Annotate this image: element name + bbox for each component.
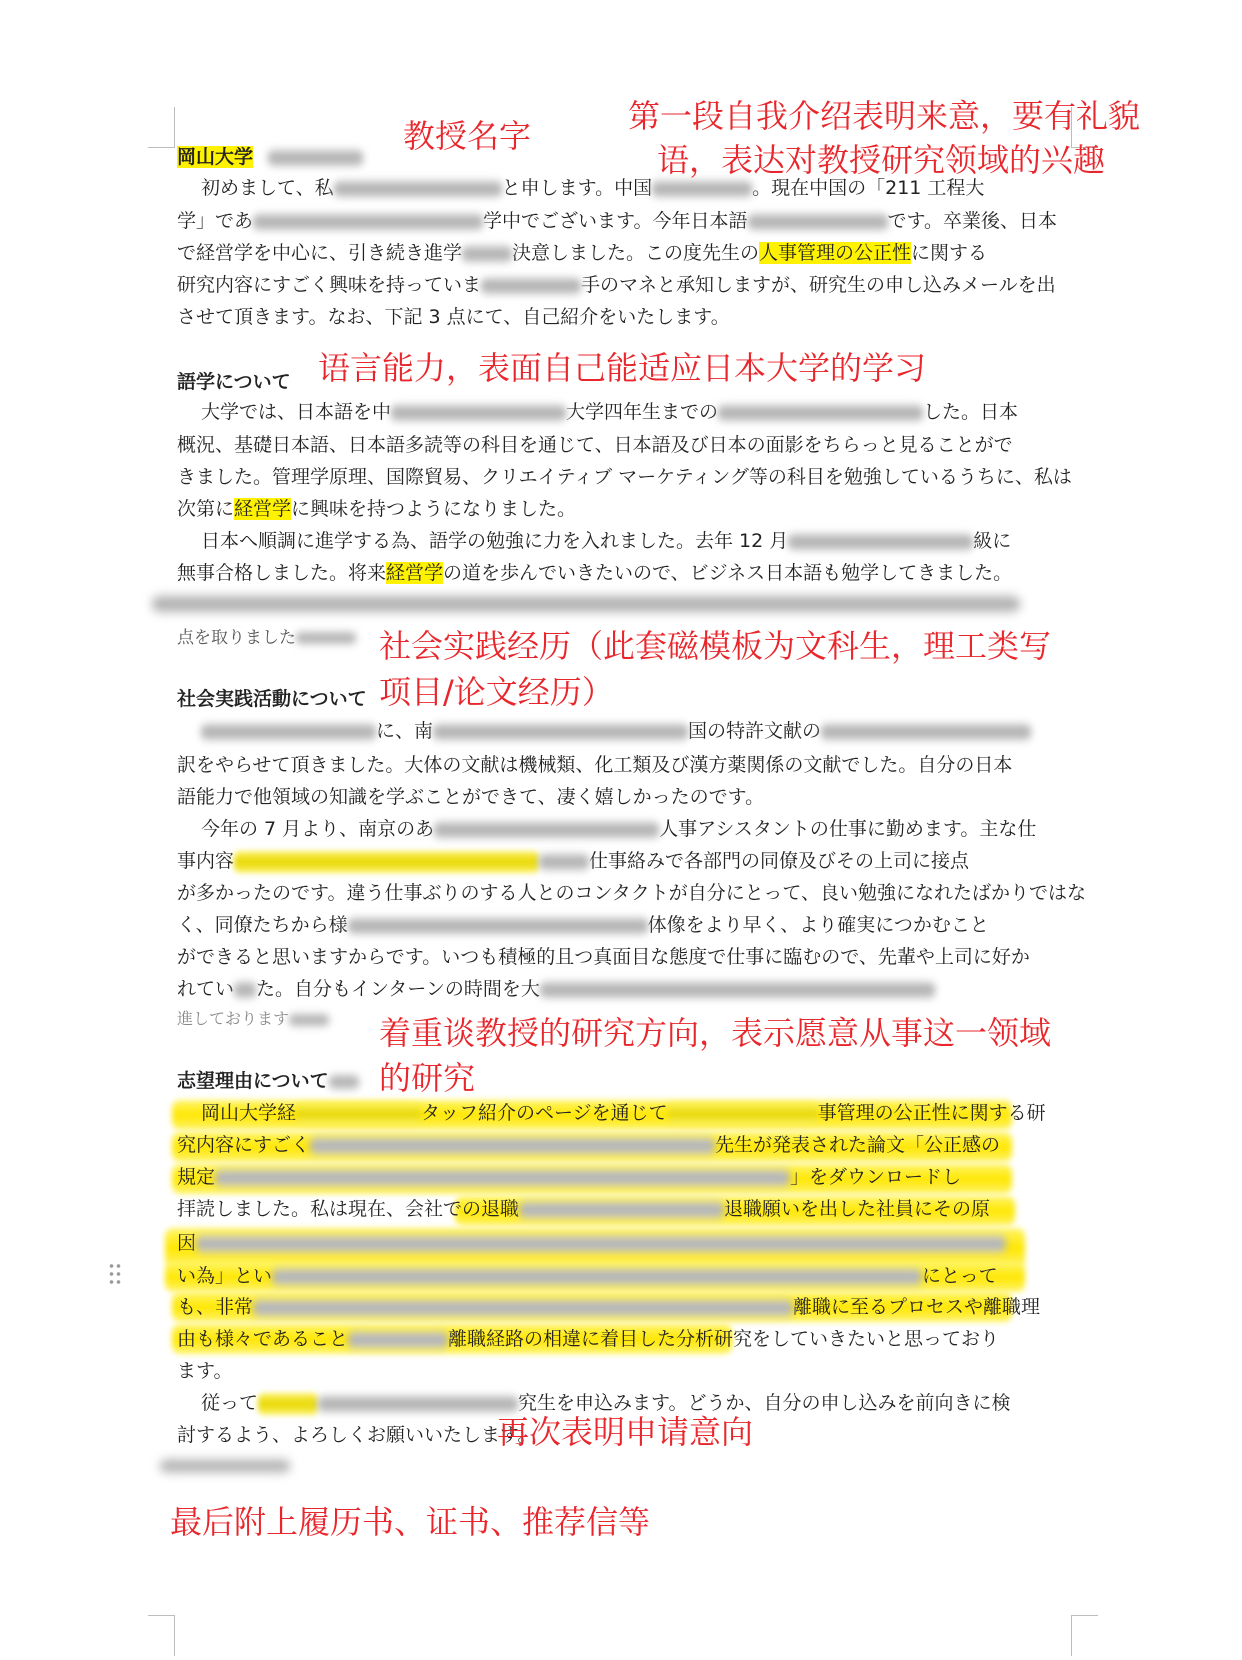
practice-line-2: 訳をやらせて頂きました。大体の文献は機械類、化工類及び漢方薬関係の文献でした。自分の日本 xyxy=(177,754,1013,776)
practice-line-9: れてい た。自分もインターンの時間を大 xyxy=(177,973,935,1005)
redacted-text xyxy=(268,149,363,167)
annotation-practice-line-1: 社会实践经历（此套磁模板为文科生，理工类写 xyxy=(379,627,1052,665)
annotation-intro-line-1: 第一段自我介绍表明来意，要有礼貌 xyxy=(628,97,1141,135)
redacted-text xyxy=(329,1074,359,1090)
practice-heading: 社会実践活動について xyxy=(177,688,367,710)
annotation-intro-line-2: 语，表达对教授研究领域的兴趣 xyxy=(657,141,1106,179)
redacted-text xyxy=(253,1299,793,1317)
redacted-text xyxy=(272,1268,922,1286)
redacted-text xyxy=(348,1331,448,1349)
redacted-text xyxy=(348,917,648,935)
motivation-line-1: 岡山大学経 タッフ紹介のページを通じて 事管理の公正性に関する研 xyxy=(201,1102,1046,1124)
redacted-text xyxy=(539,853,589,871)
redacted-text xyxy=(718,404,923,422)
redacted-highlight xyxy=(296,1103,421,1125)
motivation-line-7: も、非常 離職に至るプロセスや離職理 xyxy=(177,1296,1041,1318)
annotation-attachments: 最后附上履历书、证书、推荐信等 xyxy=(170,1503,651,1541)
redacted-text xyxy=(748,213,888,231)
redacted-text xyxy=(310,1137,715,1155)
redacted-highlight xyxy=(668,1103,818,1125)
redacted-text xyxy=(318,1395,518,1413)
redacted-text xyxy=(519,1201,724,1219)
annotation-practice-line-2: 项目/论文经历） xyxy=(379,673,614,711)
highlight-keyword: 経営学 xyxy=(386,562,444,584)
motivation-line-10: 従って 究生を申込みます。どうか、自分の申し込みを前向きに検 xyxy=(201,1392,1011,1414)
redacted-highlight xyxy=(234,851,539,873)
motivation-line-4: 拝読しました。私は現在、会社での退職 退職願いを出した社員にその原 xyxy=(177,1198,991,1220)
language-heading: 語学について xyxy=(177,371,291,393)
redacted-text xyxy=(788,533,973,551)
redacted-text xyxy=(215,1169,790,1187)
intro-line-3: で経営学を中心に、引き続き進学 決意しました。この度先生の人事管理の公正性に関する xyxy=(177,242,988,264)
recipient-line xyxy=(177,142,363,172)
motivation-line-6: い為」とい にとって xyxy=(177,1265,998,1287)
annotation-research-line-1: 着重谈教授的研究方向，表示愿意从事这一领域 xyxy=(379,1014,1052,1052)
redacted-text xyxy=(196,1235,1006,1253)
intro-line-5: させて頂きます。なお、下記 3 点にて、自己紹介をいたします。 xyxy=(177,306,730,328)
motivation-line-11: 討するよう、よろしくお願いいたします。 xyxy=(177,1424,537,1446)
motivation-line-8: 由も様々であること 離職経路の相違に着目した分析研究をしていきたいと思っており xyxy=(177,1328,1000,1350)
redacted-text xyxy=(434,821,659,839)
language-line-8: 点を取りました xyxy=(177,622,356,654)
annotation-closing: 再次表明申请意向 xyxy=(497,1413,754,1451)
intro-line-4: 研究内容にすごく興味を持っていま 手のマネと承知しますが、研究生の申し込みメールを出 xyxy=(177,274,1056,296)
practice-line-3: 語能力で他領域の知識を学ぶことができて、凄く嬉しかったのです。 xyxy=(177,786,765,808)
practice-line-8: ができると思いますからです。いつも積極的且つ真面目な態度で仕事に臨むので、先輩や上司に好か xyxy=(177,946,1030,968)
practice-line-5: 事内容 仕事絡みで各部門の同僚及びその上司に接点 xyxy=(177,850,970,872)
annotation-research-line-2: 的研究 xyxy=(379,1059,476,1097)
drag-handle-icon[interactable] xyxy=(108,1262,122,1288)
page-corner-mark xyxy=(148,1615,175,1656)
language-line-3: きました。管理学原理、国際貿易、クリエイティブ マーケティング等の科目を勉強しているうちに、私は xyxy=(177,466,1072,488)
annotation-language: 语言能力，表面自己能适应日本大学的学习 xyxy=(318,349,927,387)
language-line-1: 大学では、日本語を中 大学四年生までの した。日本 xyxy=(201,401,1019,423)
practice-line-4: 今年の 7 月より、南京のあ 人事アシスタントの仕事に勤めます。主な仕 xyxy=(201,818,1037,840)
redacted-highlight xyxy=(258,1393,318,1415)
redacted-text xyxy=(481,277,581,295)
redacted-text xyxy=(462,245,512,263)
redacted-text xyxy=(433,723,688,741)
highlight-research-topic: 人事管理の公正性 xyxy=(759,242,912,264)
redacted-text xyxy=(296,631,356,645)
page-corner-mark xyxy=(1071,1615,1098,1656)
redacted-text xyxy=(334,180,502,198)
language-line-5: 日本へ順調に進学する為、語学の勉強に力を入れました。去年 12 月 級に xyxy=(201,530,1012,552)
motivation-line-2: 究内容にすごく 先生が発表された論文「公正感の xyxy=(177,1134,1001,1156)
redacted-line xyxy=(152,594,1020,614)
redacted-text xyxy=(234,981,256,999)
redacted-text xyxy=(289,1013,329,1027)
motivation-line-9: ます。 xyxy=(177,1360,233,1382)
redacted-signature xyxy=(160,1458,290,1474)
language-line-6: 無事合格しました。将来経営学の道を歩んでいきたいので、ビジネス日本語も勉学してきました。 xyxy=(177,562,1013,584)
intro-line-1: 初めまして、私 と申します。中国 。現在中国の「211 工程大 xyxy=(201,177,985,199)
highlight-keyword: 経営学 xyxy=(234,498,292,520)
practice-line-1: に、南 国の特許文献の xyxy=(177,715,1031,747)
language-line-4: 次第に経営学に興味を持つようになりました。 xyxy=(177,498,577,520)
redacted-text xyxy=(253,213,483,231)
recipient-university: 岡山大学 xyxy=(177,146,254,168)
language-line-2: 概況、基礎日本語、日本語多読等の科目を通じて、日本語及び日本の面影をちらっと見ることがで xyxy=(177,434,1013,456)
practice-line-10: 進しております xyxy=(177,1003,329,1035)
redacted-text xyxy=(821,723,1031,741)
redacted-text xyxy=(540,981,935,999)
motivation-line-3: 規定 」をダウンロードし xyxy=(177,1166,962,1188)
motivation-heading: 志望理由について xyxy=(177,1066,359,1096)
intro-line-2: 学」であ 学中でございます。今年日本語 です。卒業後、日本 xyxy=(177,210,1057,232)
practice-line-6: が多かったのです。違う仕事ぶりのする人とのコンタクトが自分にとって、良い勉強になれたばかりではな xyxy=(177,882,1086,904)
motivation-line-5: 因 xyxy=(177,1227,1006,1259)
practice-line-7: く、同僚たちから様 体像をより早く、より確実につかむこと xyxy=(177,914,989,936)
redacted-text xyxy=(391,404,566,422)
redacted-text xyxy=(652,180,752,198)
annotation-professor-name: 教授名字 xyxy=(403,117,532,155)
page-corner-mark xyxy=(148,107,175,148)
redacted-text xyxy=(201,723,376,741)
